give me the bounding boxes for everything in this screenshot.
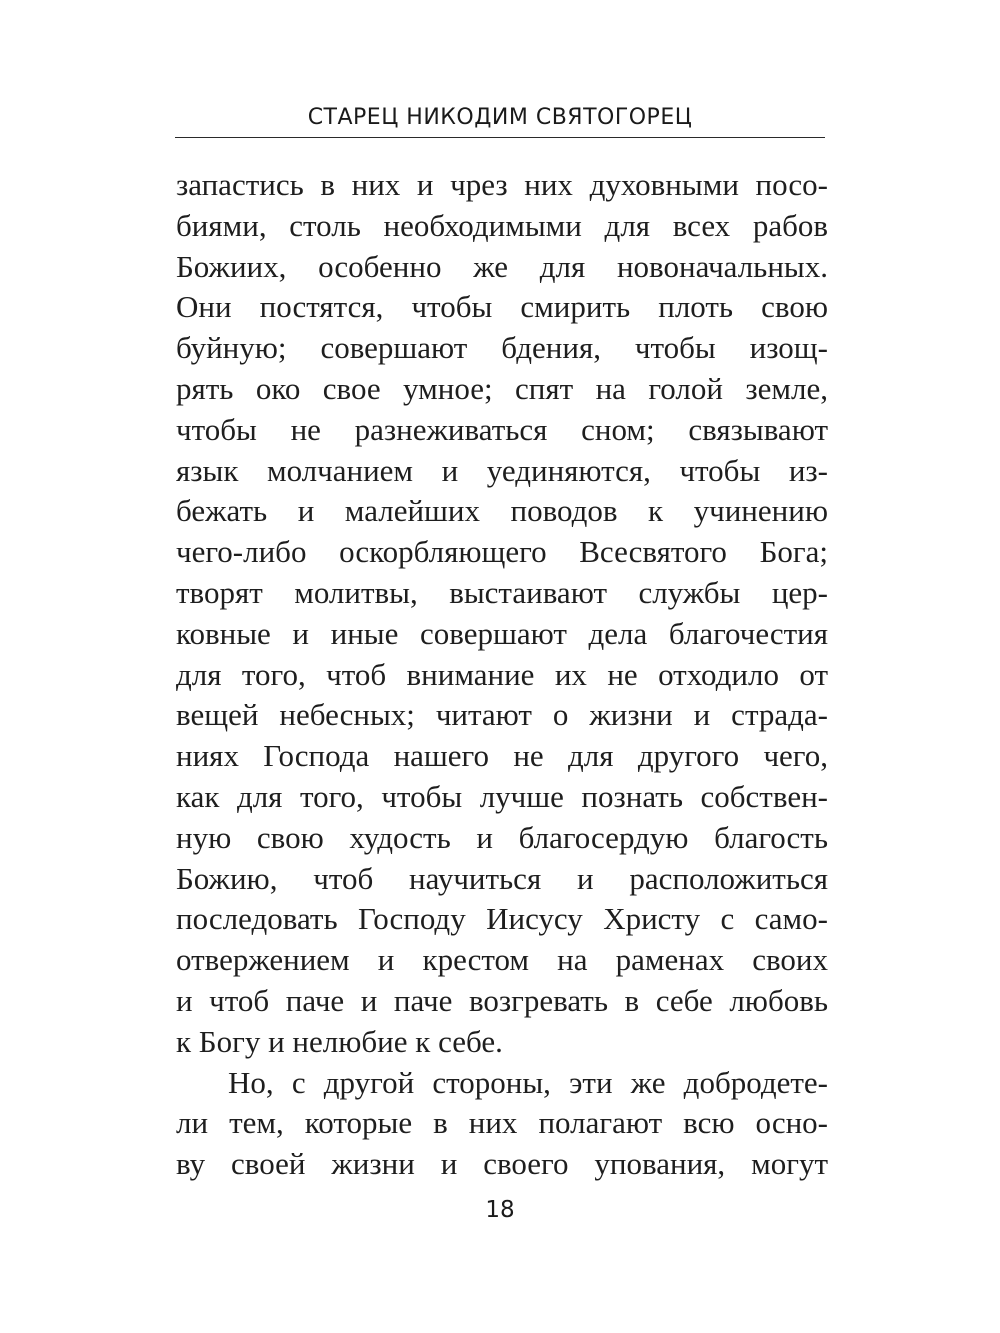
text-line: ную свою худость и благосердую благость: [176, 819, 828, 855]
header-rule: [175, 137, 825, 138]
text-line: язык молчанием и уединяются, чтобы из-: [176, 452, 828, 488]
text-line: вещей небесных; читают о жизни и страда-: [176, 697, 828, 733]
text-line: биями, столь необходимыми для всех рабов: [176, 207, 828, 243]
text-line: Божиих, особенно же для новоначальных.: [176, 248, 828, 284]
text-line: запастись в них и чрез них духовными посо-: [176, 167, 828, 202]
text-line: ковные и иные совершают дела благочестия: [176, 615, 828, 651]
text-line: последовать Господу Иисусу Христу с само-: [176, 901, 828, 937]
text-line: как для того, чтобы лучше познать собствен-: [176, 778, 828, 814]
text-line: чтобы не разнеживаться сном; связывают: [176, 411, 828, 447]
text-line: и чтоб паче и паче возгревать в себе любовь: [176, 982, 828, 1018]
paragraph-first-line: Но, с другой стороны, эти же добродете-: [228, 1064, 828, 1100]
text-line: для того, чтоб внимание их не отходило от: [176, 656, 828, 692]
text-line: творят молитвы, выстаивают службы цер-: [176, 574, 828, 610]
text-line: ниях Господа нашего не для другого чего,: [176, 738, 828, 774]
text-line: ли тем, которые в них полагают всю осно-: [176, 1105, 828, 1141]
running-head: СТАРЕЦ НИКОДИМ СВЯТОГОРЕЦ: [307, 105, 693, 130]
body-text: [176, 165, 828, 1185]
text-line: чего-либо оскорбляющего Всесвятого Бога;: [176, 534, 828, 570]
text-line: рять око свое умное; спят на голой земле,: [176, 370, 828, 406]
text-line: буйную; совершают бдения, чтобы изощ-: [176, 330, 828, 366]
paragraph-end-line: к Богу и нелюбие к себе.: [176, 1023, 503, 1059]
text-line: бежать и малейших поводов к учинению: [176, 493, 828, 529]
text-line: ву своей жизни и своего упования, могут: [176, 1146, 828, 1182]
text-line: Божию, чтоб научиться и расположиться: [176, 860, 828, 896]
page-number: 18: [485, 1197, 515, 1223]
text-line: Они постятся, чтобы смирить плоть свою: [176, 289, 828, 325]
text-line: отвержением и крестом на раменах своих: [176, 942, 828, 978]
